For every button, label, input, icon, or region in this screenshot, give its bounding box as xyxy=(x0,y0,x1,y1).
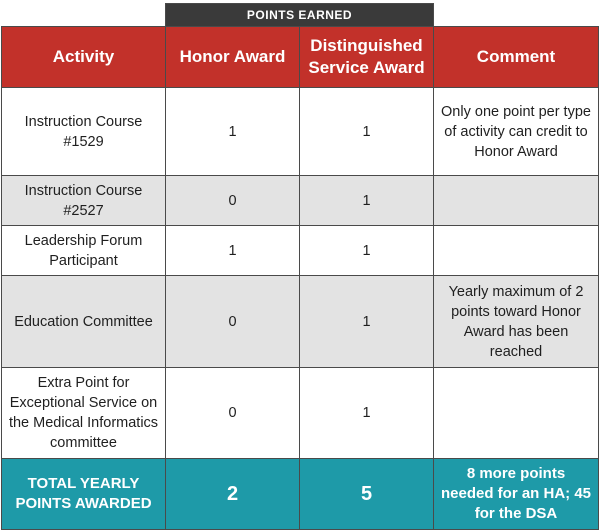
total-label: TOTAL YEARLY POINTS AWARDED xyxy=(2,459,166,530)
points-table xyxy=(1,3,599,530)
activity-cell: Instruction Course #1529 xyxy=(2,88,166,176)
honor-points-cell: 0 xyxy=(166,368,300,459)
header-spacer-left xyxy=(2,4,166,27)
activity-cell: Leadership Forum Participant xyxy=(2,226,166,276)
comment-cell xyxy=(434,226,599,276)
dsa-points-cell: 1 xyxy=(300,368,434,459)
dsa-points-cell: 1 xyxy=(300,88,434,176)
column-header-row xyxy=(2,27,599,88)
comment-cell: Only one point per type of activity can credit to Honor Award xyxy=(434,88,599,176)
honor-points-cell: 1 xyxy=(166,88,300,176)
honor-points-cell: 1 xyxy=(166,226,300,276)
total-row xyxy=(2,459,599,530)
honor-points-cell: 0 xyxy=(166,176,300,226)
dsa-points-cell: 1 xyxy=(300,176,434,226)
honor-points-cell: 0 xyxy=(166,276,300,368)
comment-cell xyxy=(434,176,599,226)
dsa-points-cell: 1 xyxy=(300,226,434,276)
header-spacer-right xyxy=(434,4,599,27)
activity-cell: Education Committee xyxy=(2,276,166,368)
table-row xyxy=(2,176,599,226)
activity-cell: Extra Point for Exceptional Service on the Medical Informatics committee xyxy=(2,368,166,459)
comment-cell xyxy=(434,368,599,459)
activity-cell: Instruction Course #2527 xyxy=(2,176,166,226)
points-earned-header: POINTS EARNED xyxy=(166,4,434,27)
group-header-row xyxy=(2,4,599,27)
total-comment: 8 more points needed for an HA; 45 for the DSA xyxy=(434,459,599,530)
table-row xyxy=(2,276,599,368)
table-row xyxy=(2,226,599,276)
total-dsa-points: 5 xyxy=(300,459,434,530)
activity-column-header: Activity xyxy=(2,27,166,88)
comment-column-header: Comment xyxy=(434,27,599,88)
dsa-points-cell: 1 xyxy=(300,276,434,368)
table-row xyxy=(2,368,599,459)
table-row xyxy=(2,88,599,176)
comment-cell: Yearly maximum of 2 points toward Honor Award has been reached xyxy=(434,276,599,368)
honor-award-column-header: Honor Award xyxy=(166,27,300,88)
dsa-column-header: Distinguished Service Award xyxy=(300,27,434,88)
total-honor-points: 2 xyxy=(166,459,300,530)
